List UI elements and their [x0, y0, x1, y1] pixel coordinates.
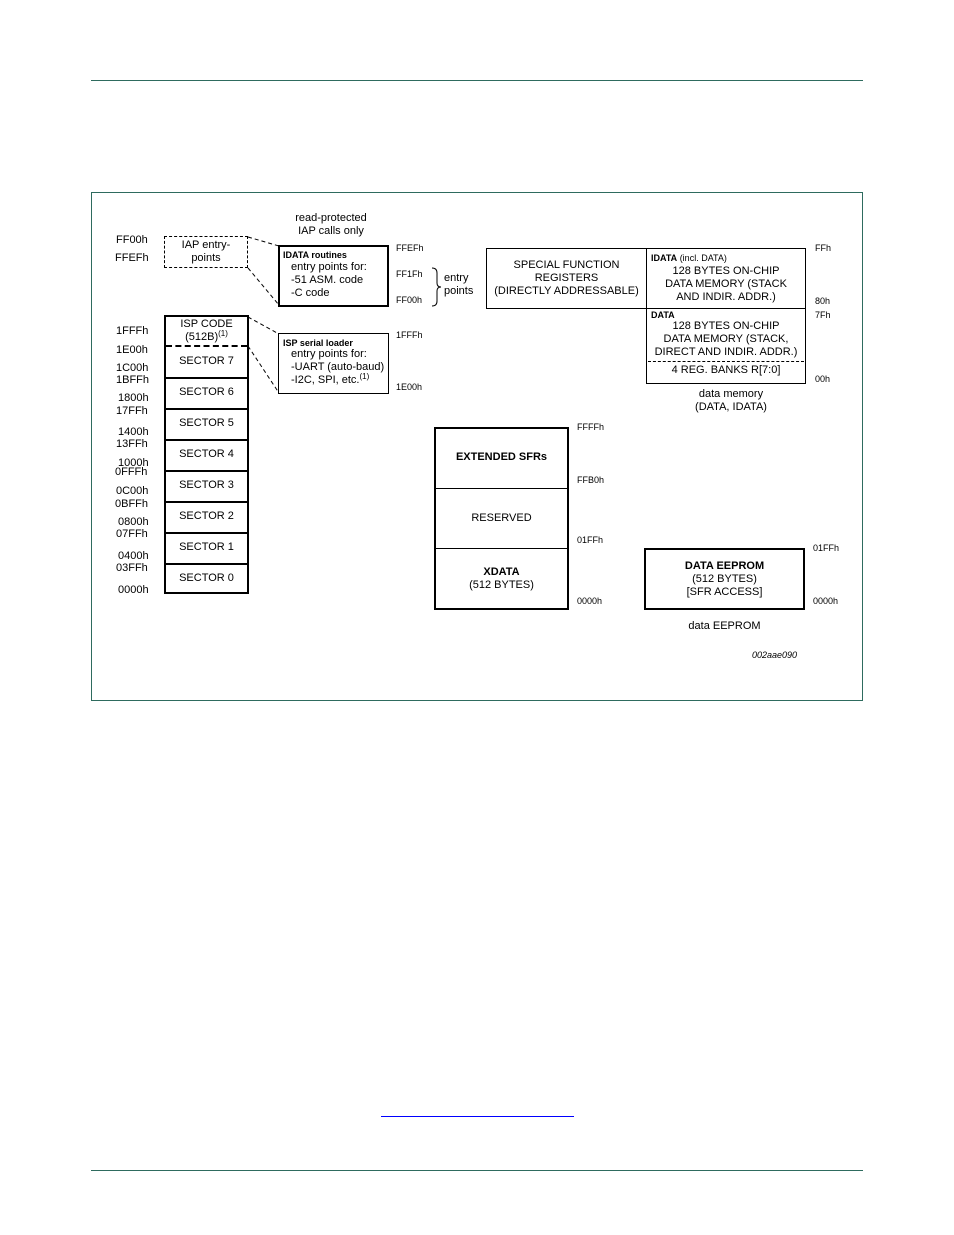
isp-code-size — [185, 328, 228, 344]
eeprom-line-1: (512 BYTES) — [692, 572, 757, 585]
addr-0800: 0800h — [118, 516, 149, 528]
addr-01ffh-eeprom: 01FFh — [813, 543, 840, 553]
addr-ff00: FF00h — [116, 234, 148, 246]
addr-1bff: 1BFFh — [116, 374, 150, 386]
reserved-block: RESERVED — [471, 511, 532, 524]
addr-1c00: 1C00h — [116, 362, 149, 374]
isp-code-footnote: (1) — [218, 328, 228, 338]
reg-banks-divider — [648, 361, 804, 362]
data-line-2: DATA MEMORY (STACK, — [663, 333, 789, 345]
addr-03ff: 03FFh — [116, 562, 148, 574]
idata-title: IDATA — [651, 253, 678, 263]
addr-0fff: 0FFFh — [115, 466, 148, 478]
isp-code-label: ISP CODE — [180, 317, 233, 330]
idata-title-wrap — [651, 253, 727, 264]
sector-3: SECTOR 3 — [179, 479, 234, 491]
addr-07ff: 07FFh — [116, 528, 148, 540]
addr-ff00h: FF00h — [396, 295, 423, 305]
read-protected-note — [281, 212, 381, 238]
sfr-line-3: (DIRECTLY ADDRESSABLE) — [494, 285, 639, 297]
xdata-size: (512 BYTES) — [469, 579, 534, 591]
addr-ffefh: FFEFh — [396, 243, 424, 253]
idata-line-1: 128 BYTES ON-CHIP — [672, 265, 780, 277]
data-memory-line-2: (DATA, IDATA) — [695, 401, 767, 413]
idata-routines-line-1: entry points for: — [291, 261, 367, 273]
entry-line-1: entry — [444, 272, 469, 284]
data-eeprom-caption: data EEPROM — [688, 620, 761, 632]
data-desc — [646, 320, 806, 359]
isp-loader-line-2: -UART (auto-baud) — [291, 361, 385, 373]
addr-0000: 0000h — [118, 584, 149, 596]
iap-entry-points-label — [164, 239, 248, 265]
data-line-3: DIRECT AND INDIR. ADDR.) — [654, 346, 798, 358]
sector-2: SECTOR 2 — [179, 510, 234, 522]
sfr-line-2: REGISTERS — [534, 272, 599, 284]
sector-5: SECTOR 5 — [179, 417, 234, 429]
idata-title-note: (incl. DATA) — [679, 253, 727, 263]
sector-6: SECTOR 6 — [179, 386, 234, 398]
note-line-2: IAP calls only — [298, 225, 364, 237]
addr-0000h-eeprom: 0000h — [813, 596, 839, 606]
figure-id: 002aae090 — [752, 650, 798, 660]
isp-code-block — [164, 315, 249, 346]
sector-1: SECTOR 1 — [179, 541, 234, 553]
data-title: DATA — [651, 310, 675, 320]
addr-0000h-xdata: 0000h — [577, 596, 603, 606]
sfr-line-1: SPECIAL FUNCTION — [513, 259, 620, 271]
sfr-label — [486, 248, 647, 309]
addr-1fffh: 1FFFh — [396, 330, 423, 340]
sector-7: SECTOR 7 — [179, 355, 234, 367]
addr-0c00: 0C00h — [116, 485, 149, 497]
addr-13ff: 13FFh — [116, 438, 148, 450]
data-memory-caption — [646, 388, 816, 414]
addr-ffffh: FFFFh — [577, 422, 604, 432]
entry-points-label — [444, 272, 473, 298]
addr-1400: 1400h — [118, 426, 149, 438]
extended-sfrs-block: EXTENDED SFRs — [455, 451, 548, 463]
idata-line-2: DATA MEMORY (STACK — [665, 278, 787, 290]
sector-0: SECTOR 0 — [179, 572, 234, 584]
isp-loader-line-3-wrap — [291, 374, 369, 387]
addr-7fh: 7Fh — [815, 310, 831, 320]
isp-loader-line-1: entry points for: — [291, 348, 367, 360]
isp-loader-footnote: (1) — [359, 372, 370, 381]
idata-desc — [646, 265, 806, 304]
data-eeprom-label — [644, 548, 805, 610]
isp-code-size-text: (512B) — [185, 330, 219, 343]
iap-line-1: IAP entry- — [181, 239, 231, 251]
eeprom-title: DATA EEPROM — [684, 559, 765, 572]
idata-routines-title: IDATA routines — [283, 250, 347, 260]
addr-1000: 1000h — [118, 457, 149, 469]
addr-0bff: 0BFFh — [115, 498, 149, 510]
addr-ffb0h: FFB0h — [577, 475, 605, 485]
sector-4: SECTOR 4 — [179, 448, 234, 460]
idata-routines-line-3: -C code — [291, 287, 330, 299]
idata-line-3: AND INDIR. ADDR.) — [676, 291, 776, 303]
xdata-block — [434, 548, 569, 610]
data-line-1: 128 BYTES ON-CHIP — [672, 320, 780, 332]
addr-ff1fh: FF1Fh — [396, 269, 423, 279]
reg-banks-label: 4 REG. BANKS R[7:0] — [671, 364, 781, 376]
note-line-1: read-protected — [295, 212, 367, 224]
addr-17ff: 17FFh — [116, 405, 148, 417]
addr-1fff: 1FFFh — [116, 325, 149, 337]
addr-ffh: FFh — [815, 243, 832, 253]
xdata-title: XDATA — [483, 566, 520, 578]
addr-1800: 1800h — [118, 392, 149, 404]
addr-1e00h: 1E00h — [396, 382, 423, 392]
addr-80h: 80h — [815, 296, 831, 306]
addr-01ffh-xdata: 01FFh — [577, 535, 604, 545]
addr-ffef: FFEFh — [115, 252, 149, 264]
entry-line-2: points — [444, 285, 474, 297]
data-memory-line-1: data memory — [698, 388, 764, 400]
isp-loader-title: ISP serial loader — [283, 338, 353, 348]
isp-loader-line-3: -I2C, SPI, etc. — [291, 374, 360, 386]
footer-link-underline[interactable] — [381, 1116, 574, 1117]
eeprom-line-2: [SFR ACCESS] — [686, 585, 763, 598]
idata-routines-line-2: -51 ASM. code — [291, 274, 364, 286]
addr-1e00: 1E00h — [116, 344, 148, 356]
iap-line-2: points — [191, 252, 221, 264]
addr-0400: 0400h — [118, 550, 149, 562]
addr-00h: 00h — [815, 374, 831, 384]
